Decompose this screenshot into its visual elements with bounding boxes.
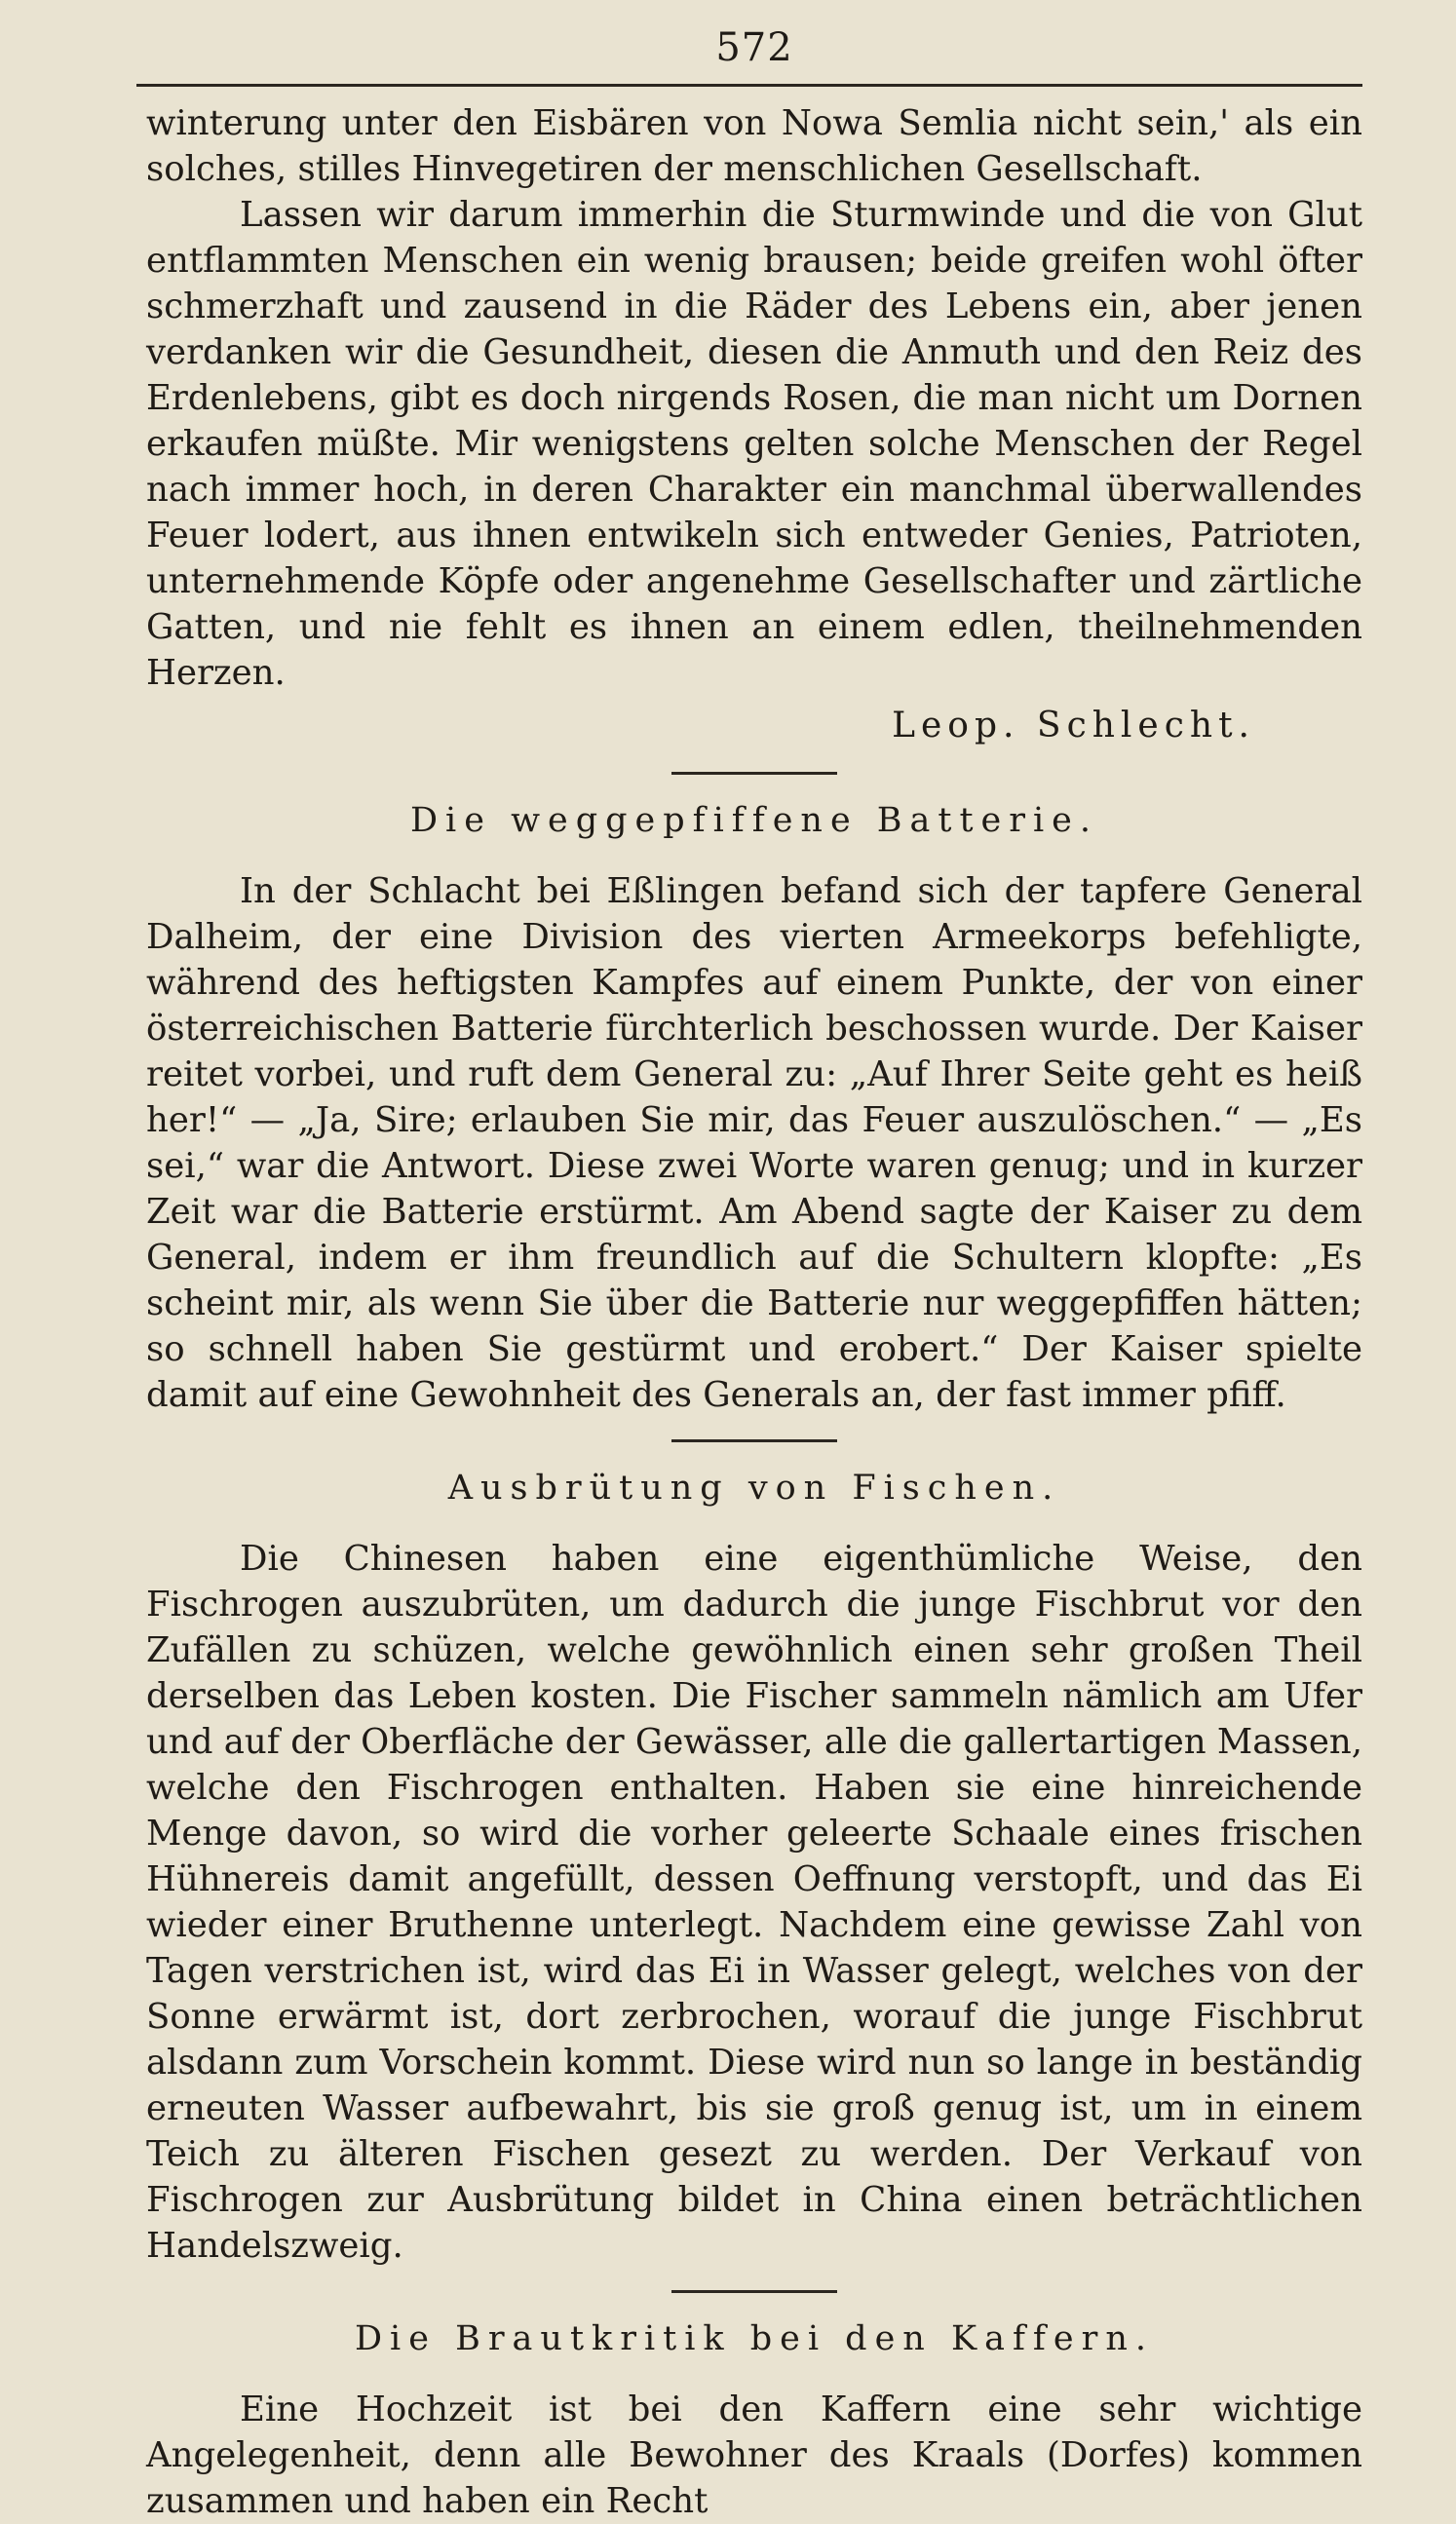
page-number: 572 (715, 25, 793, 70)
paragraph: Die Chinesen haben eine eigenthümliche Weise, den Fischrogen auszubrüten, um dadurch die junge Fischbrut vor den Zufällen zu schüzen, welche gewöhnlich einen sehr großen Theil derselben das Leben kosten. Die Fischer sammeln nämlich am Ufer und auf der Oberfläche der Gewässer, alle die gallertartigen Massen, welche den Fischrogen enthalten. Haben sie eine hinreichende Menge davon, so wird die vorher geleerte Schaale eines frischen Hühnereis damit angefüllt, dessen Oeffnung verstopft, und das Ei wieder einer Bruthenne unterlegt. Nachdem eine gewisse Zahl von Tagen verstrichen ist, wird das Ei in Wasser gelegt, welches von der Sonne erwärmt ist, dort zerbrochen, worauf die junge Fischbrut alsdann zum Vorschein kommt. Diese wird nun so lange in beständig erneuten Wasser aufbewahrt, bis sie groß genug ist, um in einem Teich zu älteren Fischen gesezt zu werden. Der Verkauf von Fischrogen zur Ausbrütung bildet in China einen beträchtlichen Handelszweig. (146, 1539, 1362, 2266)
author-signature: Leop. Schlecht. (892, 706, 1255, 746)
section-title: Ausbrütung von Fischen. (447, 1469, 1061, 1508)
section-title: Die weggepfiffene Batterie. (409, 801, 1099, 840)
section-fische (146, 1464, 1362, 2269)
paragraph: Lassen wir darum immerhin die Sturmwinde und die von Glut entflammten Menschen ein wenig brausen; beide greifen wohl öfter schmerzhaft und zausend in die Räder des Lebens ein, aber jenen verdanken wir die Gesundheit, diesen die Anmuth und den Reiz des Erdenlebens, gibt es doch nirgends Rosen, die man nicht um Dornen erkaufen müßte. Mir wenigstens gelten solche Menschen der Regel nach immer hoch, in deren Charakter ein manchmal überwallendes Feuer lodert, aus ihnen entwikeln sich entweder Genies, Patrioten, unternehmende Köpfe oder angenehme Gesellschafter und zärtliche Gatten, und nie fehlt es ihnen an einem edlen, theilnehmenden Herzen. (146, 195, 1362, 693)
section-closing-essay (146, 100, 1362, 750)
section-divider (671, 772, 837, 775)
paragraph: In der Schlacht bei Eßlingen befand sich der tapfere General Dalheim, der eine Division des vierten Armeekorps befehligte, während des heftigsten Kampfes auf einem Punkte, der von einer österreichischen Batterie fürchterlich beschossen wurde. Der Kaiser reitet vorbei, und ruft dem General zu: „Auf Ihrer Seite geht es heiß her!“ — „Ja, Sire; erlauben Sie mir, das Feuer auszulöschen.“ — „Es sei,“ war die Antwort. Diese zwei Worte waren genug; und in kurzer Zeit war die Batterie erstürmt. Am Abend sagte der Kaiser zu dem General, indem er ihm freundlich auf die Schultern klopfte: „Es scheint mir, als wenn Sie über die Batterie nur weggepfiffen hätten; so schnell haben Sie gestürmt und erobert.“ Der Kaiser spielte damit auf eine Gewohnheit des Generals an, der fast immer pfiff. (146, 871, 1362, 1415)
header-rule (136, 84, 1362, 87)
section-title: Die Brautkritik bei den Kaffern. (355, 2319, 1154, 2358)
section-batterie (146, 796, 1362, 1418)
section-kaffern (146, 2314, 1362, 2524)
paragraph: Eine Hochzeit ist bei den Kaffern eine sehr wichtige Angelegenheit, denn alle Bewohner des Kraals (Dorfes) kommen zusammen und haben ein Recht (146, 2390, 1362, 2521)
section-divider (671, 2290, 837, 2293)
section-divider (671, 1439, 837, 1442)
paragraph: winterung unter den Eisbären von Nowa Semlia nicht sein,' als ein solches, stilles Hinvegetiren der menschlichen Gesellschaft. (146, 103, 1362, 189)
